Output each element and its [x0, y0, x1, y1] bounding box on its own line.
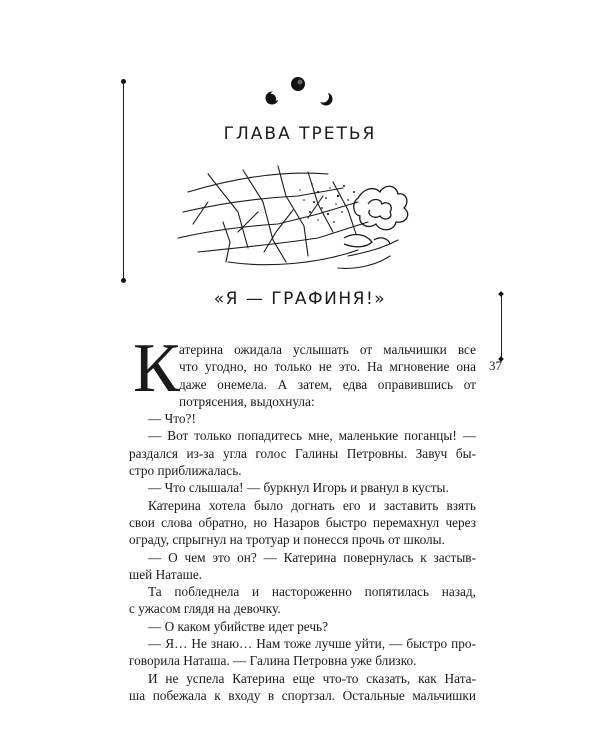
text-line: с ужасом глядя на девочку. — [129, 601, 281, 617]
text-line: Катерина хотела было догнать его и заставить взять — [148, 497, 476, 513]
text-line: — Я… Не знаю… Нам тоже лучше уйти, — быстро про- — [148, 636, 476, 652]
rule-top-diamond — [498, 291, 504, 297]
page-number: 37 — [489, 358, 502, 373]
text-line: потрясения, выдохнула: — [179, 393, 315, 409]
text-line: И не успела Катерина еще что-то сказать, как Ната- — [148, 670, 476, 686]
text-line: даже онемела. А затем, едва оправившись от — [179, 376, 476, 392]
text-line: ша побежала к входу в спортзал. Остальные мальчишки — [129, 687, 476, 703]
text-line: атерина ожидала услышать от мальчишки все — [179, 342, 476, 357]
text-line: раздался из-за угла голос Галины Петровны. Завуч бы- — [129, 445, 476, 461]
text-line: шей Наташе. — [129, 566, 203, 582]
text-line: — Что слышала! — буркнул Игорь и рванул в кусты. — [148, 480, 449, 496]
drop-cap-letter: К — [133, 330, 180, 407]
text-line: — Вот только попадитесь мне, маленькие поганцы! — — [148, 428, 476, 444]
chapter-subtitle: «Я — ГРАФИНЯ!» — [213, 289, 387, 309]
moon-left-icon — [266, 91, 281, 105]
text-line: говорила Наташа. — Галина Петровна уже близко. — [129, 653, 417, 669]
text-line: — О каком убийстве идет речь? — [148, 618, 329, 634]
cracked-glass-illustration — [168, 152, 418, 280]
rule-bottom-dot — [121, 278, 126, 283]
text-line: что угодно, но только не это. На мгновение она — [179, 359, 476, 375]
text-line: — Что?! — [148, 411, 196, 427]
text-line: Та побледнела и настороженно попятилась назад, — [148, 584, 476, 600]
moon-center-icon — [291, 77, 305, 91]
rule-top-dot — [121, 79, 126, 84]
body-text — [129, 341, 476, 704]
chapter-title: ГЛАВА ТРЕТЬЯ — [223, 124, 377, 144]
text-line: — О чем это он? — Катерина повернулась к застыв- — [148, 549, 476, 565]
moon-phases-ornament — [262, 74, 342, 110]
moon-right-icon — [317, 91, 333, 106]
left-decorative-rule — [123, 82, 124, 280]
text-line: ограду, спрыгнул на тротуар и понесся прочь от школы. — [129, 532, 445, 548]
text-line: стро приближалась. — [129, 463, 242, 479]
text-line: свои слова обратно, но Назаров быстро перемахнул через — [129, 514, 476, 530]
right-decorative-rule — [501, 295, 502, 359]
